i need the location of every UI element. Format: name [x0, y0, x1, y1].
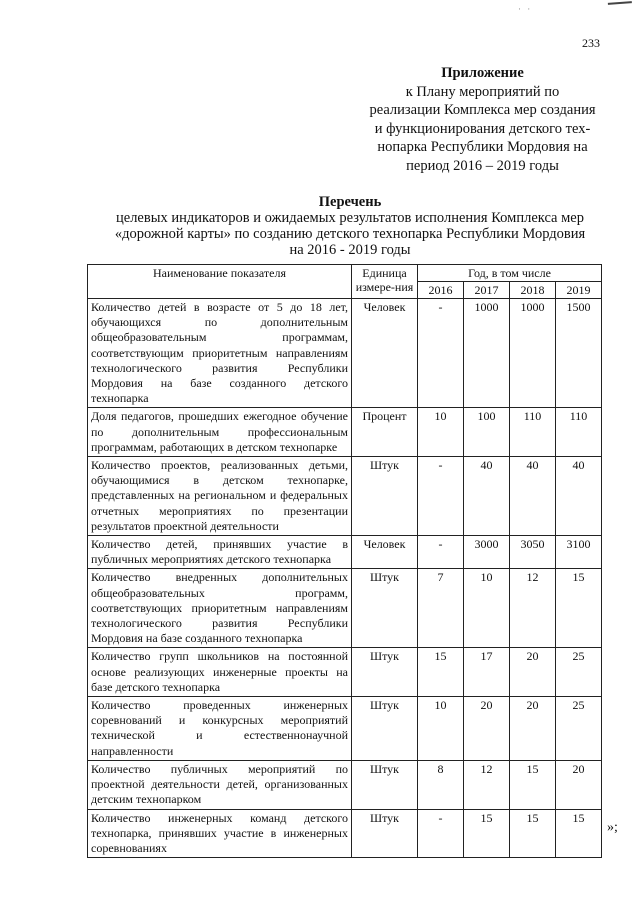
value-2017: 10: [464, 569, 510, 648]
scan-speckle: · ·: [518, 4, 533, 14]
table-row: [88, 809, 602, 858]
header-unit: Единица измере-ния: [352, 265, 418, 299]
value-2016: 8: [418, 760, 464, 809]
header-year: 2016: [418, 282, 464, 299]
unit-cell: Человек: [352, 536, 418, 569]
value-2019: 20: [556, 760, 602, 809]
indicator-name: Количество внедренных дополнительных общеобразовательных программ, соответствующих приоритетным направлениям технологического развития Республики Мордовия на базе созданного технопарка: [88, 569, 352, 648]
list-title: Перечень: [318, 194, 382, 210]
indicators-table: [87, 264, 602, 858]
appendix-line: период 2016 – 2019 годы: [406, 157, 559, 174]
list-heading: [100, 194, 600, 258]
page-number: 233: [582, 36, 600, 50]
value-2017: 100: [464, 408, 510, 457]
value-2016: 10: [418, 408, 464, 457]
list-subtitle-line: «дорожной карты» по созданию детского технопарка Республики Мордовия: [114, 226, 586, 242]
appendix-line: реализации Комплекса мер создания: [369, 102, 596, 118]
unit-cell: Штук: [352, 760, 418, 809]
table-row: [88, 457, 602, 536]
value-2016: -: [418, 809, 464, 858]
value-2017: 40: [464, 457, 510, 536]
value-2016: 15: [418, 648, 464, 697]
value-2018: 40: [510, 457, 556, 536]
appendix-line: нопарка Республики Мордовия на: [377, 139, 588, 155]
indicator-name: Количество групп школьников на постоянной основе реализующих инженерные проекты на базе детского технопарка: [88, 648, 352, 697]
value-2018: 15: [510, 760, 556, 809]
indicator-name: Доля педагогов, прошедших ежегодное обучение по дополнительным профессиональным программам, работающих в детском технопарке: [88, 408, 352, 457]
value-2017: 12: [464, 760, 510, 809]
list-subtitle-line: целевых индикаторов и ожидаемых результатов исполнения Комплекса мер: [116, 210, 584, 226]
appendix-line: к Плану мероприятий по: [405, 83, 560, 100]
table-row: [88, 299, 602, 408]
value-2018: 1000: [510, 299, 556, 408]
table-row: [88, 760, 602, 809]
value-2019: 40: [556, 457, 602, 536]
value-2019: 3100: [556, 536, 602, 569]
closing-quote-mark: »;: [607, 820, 618, 835]
value-2016: -: [418, 299, 464, 408]
unit-cell: Штук: [352, 457, 418, 536]
appendix-block: [360, 64, 605, 175]
value-2016: -: [418, 536, 464, 569]
value-2019: 25: [556, 648, 602, 697]
header-year: 2018: [510, 282, 556, 299]
value-2019: 1500: [556, 299, 602, 408]
value-2018: 20: [510, 648, 556, 697]
unit-cell: Штук: [352, 809, 418, 858]
value-2018: 12: [510, 569, 556, 648]
indicator-name: Количество проектов, реализованных детьми, обучающимися в детском технопарке, представленных на региональном и федеральных отчетных мероприятиях по презентации результатов проектной деятельности: [88, 457, 352, 536]
value-2017: 17: [464, 648, 510, 697]
value-2017: 3000: [464, 536, 510, 569]
table-row: [88, 569, 602, 648]
corner-pen-mark: [608, 1, 632, 9]
header-indicator: Наименование показателя: [88, 265, 352, 299]
unit-cell: Штук: [352, 569, 418, 648]
value-2017: 15: [464, 809, 510, 858]
header-year: 2017: [464, 282, 510, 299]
value-2017: 1000: [464, 299, 510, 408]
value-2018: 3050: [510, 536, 556, 569]
appendix-line: и функционирования детского тех-: [374, 120, 591, 137]
value-2016: 10: [418, 697, 464, 761]
indicator-name: Количество детей в возрасте от 5 до 18 лет, обучающихся по дополнительным общеобразовательным программам, соответствующим приоритетным направлениям технологического развития Республики Мордовия на базе созданного детского технопарка: [88, 299, 352, 408]
value-2019: 25: [556, 697, 602, 761]
unit-cell: Штук: [352, 648, 418, 697]
header-years-group: Год, в том числе: [418, 265, 602, 282]
unit-cell: Процент: [352, 408, 418, 457]
table-row: [88, 648, 602, 697]
list-subtitle-line: на 2016 - 2019 годы: [289, 242, 411, 258]
value-2018: 15: [510, 809, 556, 858]
value-2019: 15: [556, 569, 602, 648]
value-2018: 110: [510, 408, 556, 457]
table-row: [88, 536, 602, 569]
table-row: [88, 408, 602, 457]
indicator-name: Количество инженерных команд детского технопарка, принявших участие в инженерных соревнованиях: [88, 809, 352, 858]
unit-cell: Человек: [352, 299, 418, 408]
value-2018: 20: [510, 697, 556, 761]
indicator-name: Количество публичных мероприятий по проектной деятельности детей, организованных детским технопарком: [88, 760, 352, 809]
value-2017: 20: [464, 697, 510, 761]
header-year: 2019: [556, 282, 602, 299]
value-2019: 110: [556, 408, 602, 457]
value-2016: 7: [418, 569, 464, 648]
appendix-title: Приложение: [441, 65, 524, 81]
value-2019: 15: [556, 809, 602, 858]
unit-cell: Штук: [352, 697, 418, 761]
table-row: [88, 697, 602, 761]
indicator-name: Количество проведенных инженерных соревнований и конкурсных мероприятий технической и естественнонаучной направленности: [88, 697, 352, 761]
indicator-name: Количество детей, принявших участие в публичных мероприятиях детского технопарка: [88, 536, 352, 569]
value-2016: -: [418, 457, 464, 536]
